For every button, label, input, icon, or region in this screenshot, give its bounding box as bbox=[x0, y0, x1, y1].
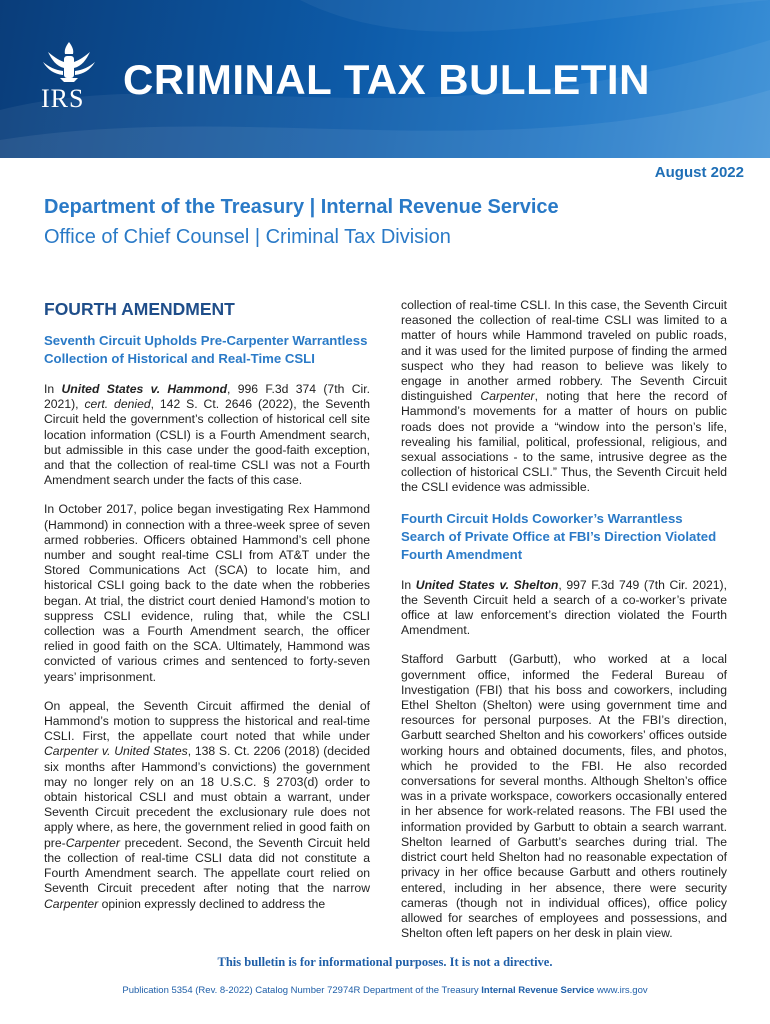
case-citation: United States v. Hammond bbox=[61, 382, 228, 396]
hammond-paragraph-2: In October 2017, police began investigating Rex Hammond (Hammond) in connection with a three-week spree of seven armed robberies. Officers obtained Hammond’s cell phone number and sought real-time CSLI from AT&T under the Stored Communications Act (SCA) to locate him, and historical CSLI going back to the date when the robberies began. At trial, the district court denied Hamond’s motion to suppress CSLI evidence, ruling that, while the CSLI collection was a Fourth Amendment search, the officer relied in good faith on the SCA. Ultimately, Hammond was convicted of various crimes and sentenced to forty-seven years’ imprisonment. bbox=[44, 502, 370, 684]
hammond-paragraph-3-continued: collection of real-time CSLI. In this case, the Seventh Circuit reasoned the collection of real-time CSLI was limited to a matter of hours while Hammond traveled on public roads, and it was used for the limited purpose of finding the armed suspect who they had reason to believe was likely to engage in another armed robbery. The Seventh Circuit distinguished Carpenter, noting that here the record of Hammond’s movements for a matter of hours on public roads does not provide a “window into the person’s life, revealing his familial, political, professional, religious, and sexual associations - to the same, intrusive degree as the collection of historical CSLI.” Thus, the Seventh Circuit held the CSLI evidence was admissible. bbox=[401, 298, 727, 495]
office-line: Office of Chief Counsel | Criminal Tax Division bbox=[44, 226, 451, 248]
story-heading-hammond: Seventh Circuit Upholds Pre-Carpenter Warrantless Collection of Historical and Real-Time CSLI bbox=[44, 333, 368, 366]
section-heading: FOURTH AMENDMENT bbox=[44, 299, 235, 319]
header-banner bbox=[0, 0, 770, 158]
bulletin-title: CRIMINAL TAX BULLETIN bbox=[123, 56, 650, 103]
department-line: Department of the Treasury | Internal Revenue Service bbox=[44, 196, 559, 218]
paragraph-continued: opinion expressly declined to address the bbox=[98, 896, 326, 911]
story-heading-shelton: Fourth Circuit Holds Coworker’s Warrantless Search of Private Office at FBI’s Direction Violated Fourth Amendment bbox=[401, 510, 717, 562]
paragraph-continued: collection of real-time CSLI. In this case, the Seventh Circuit reasoned the collection of real-time CSLI was limited to a matter of hours while Hammond traveled on public roads, and it was used for the limited purpose of finding the armed suspect who they had reason to believe was likely to engage in another armed robbery. The Seventh Circuit distinguished bbox=[401, 298, 727, 404]
case-citation: United States v. Shelton bbox=[415, 577, 559, 592]
hammond-paragraph-1: In United States v. Hammond, 996 F.3d 374 (7th Cir. 2021), cert. denied, 142 S. Ct. 2646 (2022), the Seventh Circuit held the government’s collection of historical cell site location information (CSLI) is a Fourth Amendment search, but admissible in this case under the good-faith exception, and that the collection of real-time CSLI was not a Fourth Amendment search under the facts of this case. bbox=[44, 382, 371, 488]
right-column bbox=[401, 298, 727, 955]
disclaimer: This bulletin is for informational purposes. It is not a directive. bbox=[217, 955, 553, 969]
issue-date: August 2022 bbox=[654, 164, 744, 181]
shelton-paragraph-2: Stafford Garbutt (Garbutt), who worked at a local government office, informed the Federal Bureau of Investigation (FBI) that his boss and coworkers, including Ethel Shelton (Shelton) were using government time and resources for personal purposes. At the FBI’s direction, Garbutt searched Shelton and his coworkers’ offices outside working hours and obtained documents, files, and photos, which he provided to the FBI. He also recorded conversations for several months. Although Shelton’s office was in a private workspace, coworkers occasionally entered in her absence for work-related reasons. The FBI used the information provided by Garbutt to obtain a search warrant. Shelton learned of Garbutt’s searches during trial. The district court held Shelton had no reasonable expectation of privacy in her office because Garbutt and others routinely entered, including in her absence, there were security cameras (though not in individual offices), office policy allowed for searches of employees and possessions, and Shelton often left papers on her desk in plain view. bbox=[401, 652, 727, 941]
left-column bbox=[44, 298, 370, 926]
hammond-paragraph-3: On appeal, the Seventh Circuit affirmed the denial of Hammond’s motion to suppress the historical and real-time CSLI. First, the appellate court noted that while under Carpenter v. United States, 138 S. Ct. 2206 (2018) (decided six months after Hammond’s convictions) the government may no longer rely on an 18 U.S.C. § 2703(d) order to obtain historical CSLI and must obtain a warrant, under Seventh Circuit precedent the exclusionary rule does not apply where, as here, the government relied in good faith on pre-Carpenter precedent. Second, the Seventh Circuit held the collection of real-time CSLI data did not constitute a Fourth Amendment search. The appellate court relied on Seventh Circuit precedent after noting that the narrow Carpenter opinion expressly declined to address the bbox=[44, 698, 370, 911]
irs-logo-text: IRS bbox=[41, 84, 85, 113]
website-link[interactable]: www.irs.gov bbox=[596, 985, 648, 996]
footer-publication-line: Publication 5354 (Rev. 8-2022) Catalog Number 72974R Department of the Treasury Internal Revenue Service www.irs.gov bbox=[122, 985, 648, 996]
shelton-paragraph-1: In United States v. Shelton, 997 F.3d 749 (7th Cir. 2021), the Seventh Circuit held a search of a co-worker’s private office at law enforcement’s direction violated the Fourth Amendment. bbox=[401, 577, 727, 638]
footer-agency: Internal Revenue Service bbox=[481, 985, 595, 996]
